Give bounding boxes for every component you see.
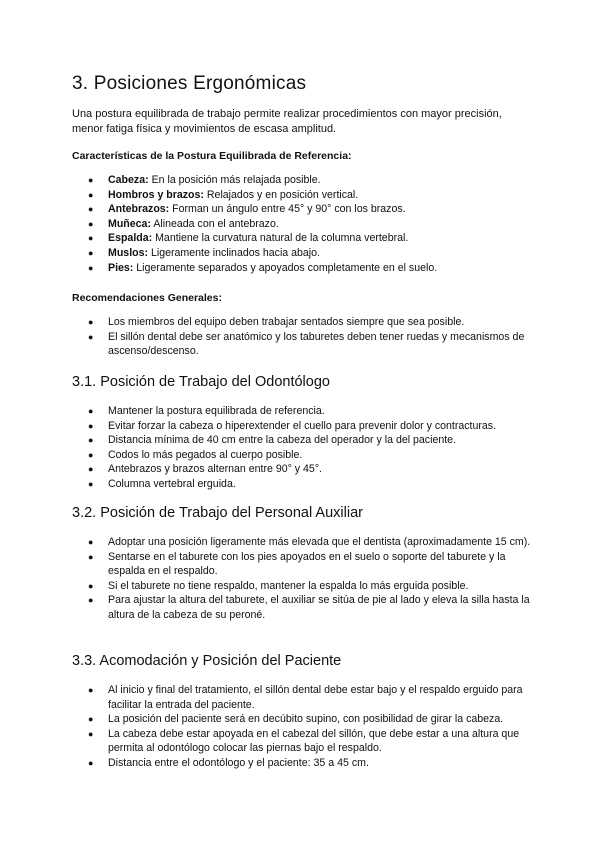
bullet-icon: ● <box>88 406 94 416</box>
list-item-text: Para ajustar la altura del taburete, el auxiliar se sitúa de pie al lado y eleva la silla hasta la altura de la cabeza de su peroné. <box>108 594 530 621</box>
list-item-text: Distancia entre el odontólogo y el paciente: 35 a 45 cm. <box>108 756 369 769</box>
bullet-icon: ● <box>88 757 94 768</box>
list-item-text: La posición del paciente será en decúbito supino, con posibilidad de girar la cabeza. <box>108 713 504 726</box>
bullet-icon: ● <box>88 685 94 695</box>
list-item-term: Espalda: <box>108 232 153 245</box>
list-item-text: Alineada con el antebrazo. <box>150 217 279 230</box>
list-item-text: Sentarse en el taburete con los pies apoyados en el suelo o soporte del taburete y la espalda en el respaldo. <box>108 550 506 578</box>
list-item-term: Pies: <box>108 261 134 274</box>
list-item <box>72 261 532 276</box>
bullet-icon: ● <box>88 580 94 591</box>
bullet-icon: ● <box>88 204 94 215</box>
reference-posture-heading: Características de la Postura Equilibrada de Referencia: <box>72 150 352 162</box>
list-item <box>72 550 532 579</box>
section-3-2-list <box>72 535 532 623</box>
list-item-text: Adoptar una posición ligeramente más elevada que el dentista (aproximadamente 15 cm). <box>108 536 531 548</box>
bullet-icon: ● <box>88 595 94 606</box>
bullet-icon: ● <box>88 420 94 431</box>
bullet-icon: ● <box>88 247 94 258</box>
list-item <box>72 231 532 246</box>
section-3-1-list <box>72 404 532 492</box>
list-item <box>72 433 532 448</box>
list-item-text: Los miembros del equipo deben trabajar sentados siempre que sea posible. <box>108 316 465 328</box>
bullet-icon: ● <box>88 218 94 229</box>
list-item <box>72 419 532 434</box>
section-3-1-title: 3.1. Posición de Trabajo del Odontólogo <box>72 374 330 390</box>
bullet-icon: ● <box>88 189 94 200</box>
bullet-icon: ● <box>88 233 94 244</box>
list-item-text: En la posición más relajada posible. <box>148 174 321 186</box>
list-item-term: Cabeza: <box>108 174 149 186</box>
list-item-text: Distancia mínima de 40 cm entre la cabeza del operador y la del paciente. <box>108 434 457 447</box>
list-item-term: Hombros y brazos: <box>108 188 204 201</box>
reference-posture-list <box>72 173 532 275</box>
list-item <box>72 448 532 463</box>
list-item <box>72 712 532 727</box>
list-item-text: El sillón dental debe ser anatómico y los taburetes deben tener ruedas y mecanismos de ascenso/descenso. <box>108 330 525 358</box>
list-item <box>72 315 532 330</box>
list-item <box>72 173 532 188</box>
bullet-icon: ● <box>88 728 94 739</box>
list-item <box>72 727 532 756</box>
list-item-term: Muñeca: <box>108 217 151 230</box>
intro-paragraph: Una postura equilibrada de trabajo permite realizar procedimientos con mayor precisión, menor fatiga física y movimientos de escasa amplitud. <box>72 108 502 135</box>
list-item <box>72 202 532 217</box>
bullet-icon: ● <box>88 464 94 475</box>
list-item-text: Si el taburete no tiene respaldo, mantener la espalda lo más erguida posible. <box>108 579 469 592</box>
bullet-icon: ● <box>88 317 94 327</box>
bullet-icon: ● <box>88 537 94 547</box>
list-item <box>72 535 532 550</box>
list-item-text: Codos lo más pegados al cuerpo posible. <box>108 448 303 461</box>
bullet-icon: ● <box>88 175 94 185</box>
section-3-2-title: 3.2. Posición de Trabajo del Personal Auxiliar <box>72 505 363 521</box>
section-3-3-list <box>72 683 532 771</box>
list-item-text: Relajados y en posición vertical. <box>203 188 359 201</box>
list-item <box>72 477 532 492</box>
list-item <box>72 579 532 594</box>
list-item <box>72 188 532 203</box>
list-item-term: Muslos: <box>108 246 149 259</box>
list-item <box>72 683 532 712</box>
list-item <box>72 217 532 232</box>
bullet-icon: ● <box>88 435 94 446</box>
list-item-term: Antebrazos: <box>108 203 170 216</box>
list-item-text: Mantiene la curvatura natural de la columna vertebral. <box>152 232 409 245</box>
list-item-text: Al inicio y final del tratamiento, el sillón dental debe estar bajo y el respaldo erguido para facilitar la entrada del paciente. <box>108 684 523 711</box>
list-item <box>72 246 532 261</box>
general-recommendations-heading: Recomendaciones Generales: <box>72 292 222 304</box>
bullet-icon: ● <box>88 449 94 460</box>
list-item-text: Columna vertebral erguida. <box>108 477 236 490</box>
list-item-text: Antebrazos y brazos alternan entre 90° y 45°. <box>108 463 322 476</box>
bullet-icon: ● <box>88 714 94 725</box>
bullet-icon: ● <box>88 331 94 342</box>
list-item <box>72 462 532 477</box>
list-item-text: Mantener la postura equilibrada de referencia. <box>108 405 325 417</box>
bullet-icon: ● <box>88 551 94 562</box>
list-item <box>72 404 532 419</box>
general-recommendations-list <box>72 315 532 359</box>
bullet-icon: ● <box>88 478 94 489</box>
list-item-text: Forman un ángulo entre 45° y 90° con los brazos. <box>169 203 406 216</box>
list-item <box>72 330 532 359</box>
list-item <box>72 593 532 622</box>
list-item-text: Evitar forzar la cabeza o hiperextender el cuello para prevenir dolor y contracturas. <box>108 419 497 432</box>
bullet-icon: ● <box>88 262 94 273</box>
list-item-text: La cabeza debe estar apoyada en el cabezal del sillón, que debe estar a una altura que permita al odontólogo colocar las piernas bajo el respaldo. <box>108 727 520 755</box>
list-item <box>72 756 532 771</box>
list-item-text: Ligeramente separados y apoyados completamente en el suelo. <box>133 261 438 274</box>
list-item-text: Ligeramente inclinados hacia abajo. <box>148 246 320 259</box>
page-title: 3. Posiciones Ergonómicas <box>72 73 307 94</box>
section-3-3-title: 3.3. Acomodación y Posición del Paciente <box>72 653 342 669</box>
